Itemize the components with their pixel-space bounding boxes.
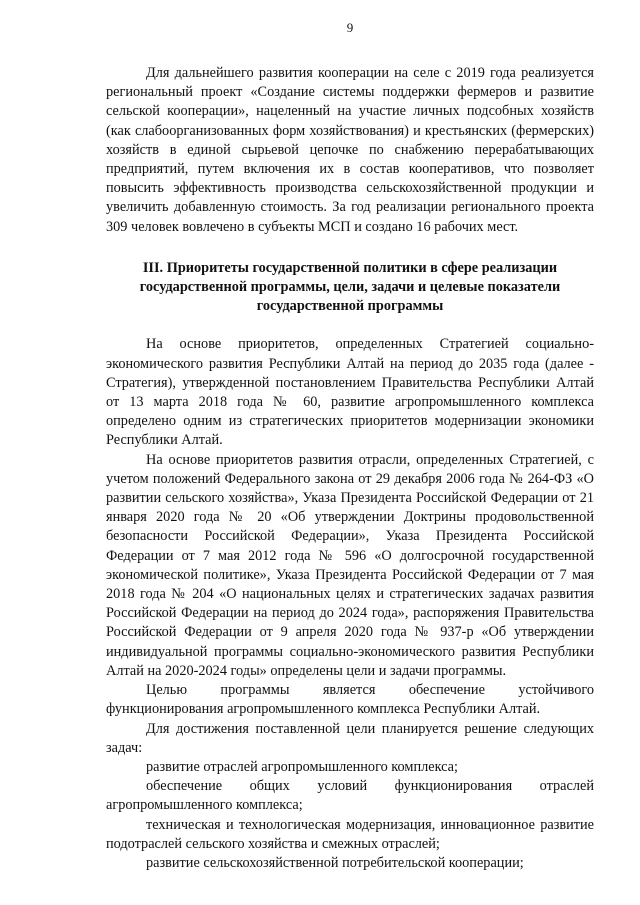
page-number: 9 (346, 20, 354, 35)
intro-paragraph: Для дальнейшего развития кооперации на селе с 2019 года реализуется региональный проект «Создание системы поддержки фермеров и развитие сельской кооперации», нацеленный на участие личных подсобных хозяйств (как слабоорганизованных форм хозяйствования) и крестьянских (фермерских) хозяйств в единой сырьевой цепочке по снабжению перерабатывающих предприятий, путем включения их в состав кооперативов, что позволяет повысить эффективность производства сельскохозяйственной продукции и увеличить добавленную стоимость. За год реализации регионального проекта 309 человек вовлечено в субъекты МСП и создано 16 рабочих мест. (106, 65, 594, 235)
section-heading: III. Приоритеты государственной политики в сфере реализации государственной программы, цели, задачи и целевые показатели государственной программы (139, 259, 561, 315)
task-item: развитие сельскохозяйственной потребительской кооперации; (146, 854, 524, 871)
task-item: техническая и технологическая модернизация, инновационное развитие подотраслей сельского хозяйства и смежных отраслей; (106, 816, 594, 852)
task-item: развитие отраслей агропромышленного комплекса; (146, 758, 458, 775)
task-item: обеспечение общих условий функционирования отраслей агропромышленного комплекса; (106, 778, 594, 814)
paragraph-strategy: На основе приоритетов, определенных Стратегией социально-экономического развития Республики Алтай на период до 2035 года (далее - Стратегия), утвержденной постановлением Правительства Республики Алтай от 13 марта 2018 года № 60, развитие агропромышленного комплекса определено одним из стратегических приоритетов модернизации экономики Республики Алтай. (106, 336, 594, 449)
paragraph-legal-basis: На основе приоритетов развития отрасли, определенных Стратегией, с учетом положений Федерального закона от 29 декабря 2006 года № 264-ФЗ «О развитии сельского хозяйства», Указа Президента Российской Федерации от 21 января 2020 года № 20 «Об утверждении Доктрины продовольственной безопасности Российской Федерации», Указа Президента Российской Федерации от 7 мая 2012 года № 596 «О долгосрочной государственной экономической политике», Указа Президента Российской Федерации от 7 мая 2018 года № 204 «О национальных целях и стратегических задачах развития Российской Федерации на период до 2024 года», распоряжения Правительства Российской Федерации от 9 апреля 2020 года № 937-р «Об утверждении индивидуальной программы социально-экономического развития Республики Алтай на 2020-2024 годы» определены цели и задачи программы. (106, 451, 594, 679)
document-page (106, 20, 594, 873)
paragraph-goal: Целью программы является обеспечение устойчивого функционирования агропромышленного комплекса Республики Алтай. (106, 682, 594, 718)
paragraph-tasks-intro: Для достижения поставленной цели планируется решение следующих задач: (106, 720, 594, 756)
